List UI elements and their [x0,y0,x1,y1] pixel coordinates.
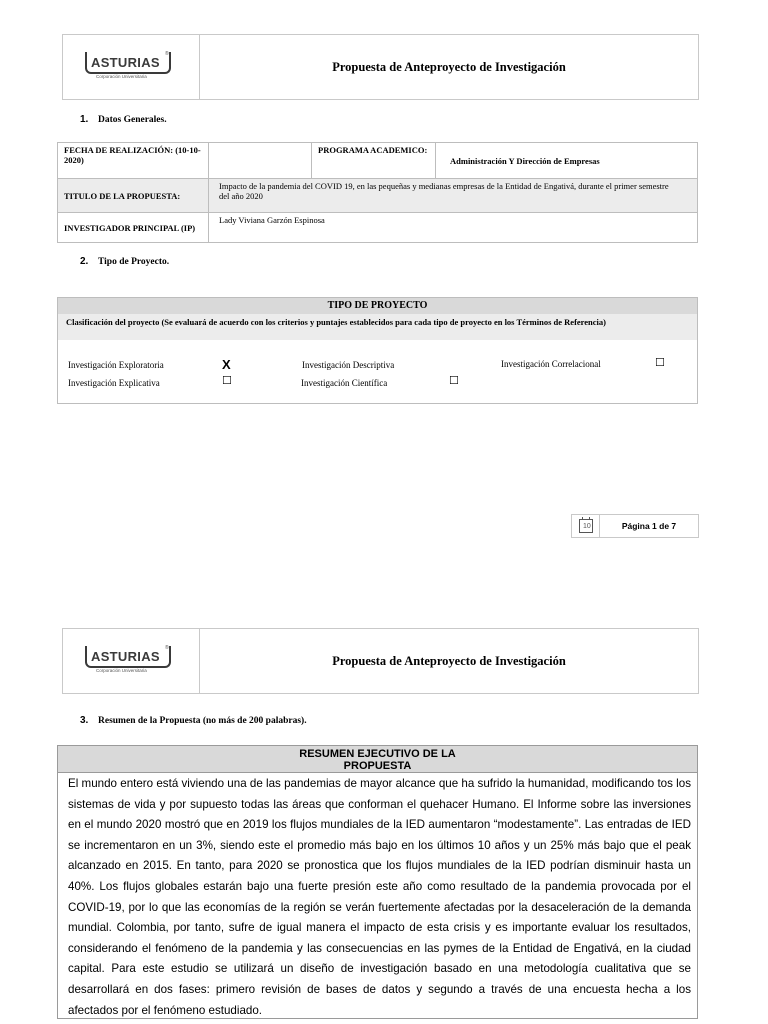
clasificacion-text: Clasificación del proyecto (Se evaluará de acuerdo con los criterios y puntajes establecidos para cada tipo de proyecto en los Términos de Referencia) [58,314,697,340]
logo-cell [63,629,200,693]
option-exploratoria-label: Investigación Exploratoria [68,360,164,370]
option-cientifica-label: Investigación Científica [301,378,388,388]
asturias-logo: ASTURIAS ® Corporación Universitaria [85,646,171,674]
resumen-header: RESUMEN EJECUTIVO DE LA PROPUESTA [58,746,697,773]
fecha-value [209,143,312,179]
calendar-icon: 10 [579,519,593,533]
page-label: Página 1 de 7 [621,521,677,531]
titulo-label: TITULO DE LA PROPUESTA: [58,179,209,213]
option-explicativa-label: Investigación Explicativa [68,378,160,388]
fecha-label: FECHA DE REALIZACIÓN: (10-10-2020) [58,143,209,179]
section-3-title: 3. Resumen de la Propuesta (no más de 200 palabras). [80,715,307,726]
tipo-proyecto-header: TIPO DE PROYECTO [58,298,697,315]
resumen-body: El mundo entero está viviendo una de las pandemias de mayor alcance que ha sufrido la humanidad, modificando tos los sistemas de vida y por supuesto todas las áreas que conforman el quehacer Humano. El Informe sobre las inversiones en el mundo 2020 mostró que en 2019 los flujos mundiales de la IED aumentaron “modestamente”. Las entradas de IED se incrementaron en un 3%, siendo este el promedio más bajo en los últimos 10 años y un 25% más bajo que el peak alcanzado en 2015. En tanto, para 2020 se pronostica que los flujos mundiales de la IED podrían disminuir hasta un 40%. Los flujos globales estarán bajo una fuerte presión este año como resultado de la pandemia provocada por el COVID-19, por lo que las economías de la región se verán fuertemente afectadas por la desaceleración de la demanda mundial. Colombia, por tanto, sufre de igual manera el impacto de esta crisis y es importante evaluar los resultados, considerando el fenómeno de la pandemia y las consecuencias en las pymes de la Entidad de Engativá, en la ciudad capital. Para este estudio se utilizará un diseño de investigación basado en una metodología cualitativa que se desarrollará en dos fases: primero revisión de bases de datos y segundo a través de una encuesta hecha a los afectados por el fenómeno estudiado. [68,777,691,1017]
datos-generales-table [57,142,698,243]
document-title: Propuesta de Anteproyecto de Investigación [332,59,566,74]
section-2-title: 2. Tipo de Proyecto. [80,256,170,267]
option-explicativa-checkbox[interactable]: ☐ [222,374,232,387]
document-title: Propuesta de Anteproyecto de Investigación [332,653,566,668]
logo-cell [63,35,200,99]
section-1-title: 1. Datos Generales. [80,114,167,125]
option-descriptiva-label: Investigación Descriptiva [302,360,395,370]
asturias-logo: ASTURIAS ® Corporación Universitaria [85,52,171,80]
option-correlacional-label: Investigación Correlacional [501,359,601,369]
calendar-cell [572,515,600,537]
tipo-proyecto-table [57,297,698,404]
page1-header [62,34,699,100]
programa-value: Administración Y Dirección de Empresas [436,143,698,179]
investigador-label: INVESTIGADOR PRINCIPAL (IP) [58,213,209,243]
option-exploratoria-checkbox[interactable]: X [222,357,231,372]
option-correlacional-checkbox[interactable]: ☐ [655,356,665,369]
option-cientifica-checkbox[interactable]: ☐ [449,374,459,387]
investigador-value: Lady Viviana Garzón Espinosa [209,213,698,243]
programa-label: PROGRAMA ACADEMICO: [312,143,436,179]
resumen-box [57,745,698,1019]
titulo-value: Impacto de la pandemia del COVID 19, en las pequeñas y medianas empresas de la Entidad de Engativá, durante el primer semestre del año 2020 [209,179,698,213]
page2-header [62,628,699,694]
page-number-footer [571,514,699,538]
